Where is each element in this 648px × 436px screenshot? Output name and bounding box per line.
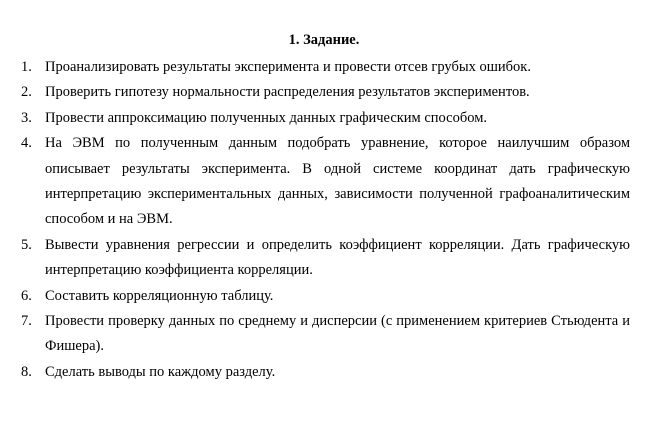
task-text: Составить корреляционную таблицу.	[45, 287, 274, 304]
task-item	[0, 284, 648, 309]
task-text: Провести аппроксимацию полученных данных графическим способом.	[45, 109, 488, 126]
task-number: 1.	[21, 59, 32, 75]
task-item	[0, 309, 648, 360]
task-number: 2.	[21, 84, 32, 101]
task-number: 5.	[21, 236, 32, 253]
task-text: Проанализировать результаты эксперимента и провести отсев грубых ошибок.	[45, 59, 531, 75]
task-number: 3.	[21, 109, 32, 126]
task-item	[0, 106, 648, 131]
task-number: 4.	[21, 135, 32, 152]
task-number: 6.	[21, 287, 32, 304]
task-item	[0, 80, 648, 105]
task-item	[0, 360, 648, 385]
task-text: На ЭВМ по полученным данным подобрать уравнение, которое наилучшим образом описывает результаты эксперимента. В одной системе координат дать графическую интерпретацию экспериментальных данных, зависимости полученной графоаналитическим способом и на ЭВМ.	[45, 135, 630, 228]
task-text: Провести проверку данных по среднему и дисперсии (с применением критериев Стьюдента и Фишера).	[45, 313, 630, 355]
task-item	[0, 131, 648, 233]
task-number: 7.	[21, 313, 32, 330]
task-item	[0, 55, 648, 80]
task-item	[0, 233, 648, 284]
task-list	[0, 55, 648, 385]
section-title: 1. Задание.	[288, 32, 360, 48]
task-text: Проверить гипотезу нормальности распределения результатов экспериментов.	[45, 84, 530, 101]
task-text: Вывести уравнения регрессии и определить коэффициент корреляции. Дать графическую интерпретацию коэффициента корреляции.	[45, 236, 630, 279]
task-number: 8.	[21, 363, 32, 380]
task-text: Сделать выводы по каждому разделу.	[45, 363, 276, 380]
